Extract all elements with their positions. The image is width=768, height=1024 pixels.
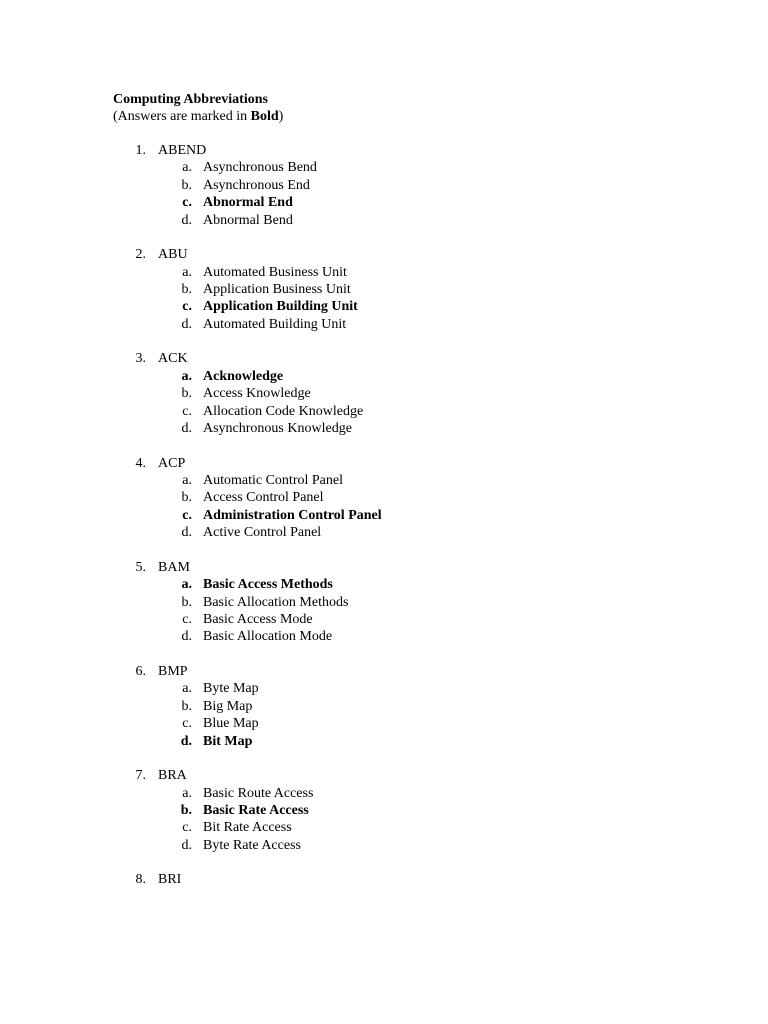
option-letter: a. xyxy=(182,472,192,488)
option-letter: d. xyxy=(181,212,192,228)
question-heading xyxy=(0,350,768,367)
question-number: 7. xyxy=(135,768,146,784)
answer-option xyxy=(0,489,768,506)
option-text: Access Control Panel xyxy=(203,490,324,506)
option-letter: c. xyxy=(182,611,192,627)
answer-option-correct xyxy=(0,368,768,385)
option-letter: b. xyxy=(181,594,192,610)
answer-option xyxy=(0,159,768,176)
option-letter: b. xyxy=(181,698,192,714)
option-letter: a. xyxy=(181,368,192,384)
question-item xyxy=(0,559,768,646)
question-heading xyxy=(0,455,768,472)
answer-option xyxy=(0,837,768,854)
question-item xyxy=(0,455,768,542)
option-text: Automatic Control Panel xyxy=(203,472,343,488)
document-title: Computing Abbreviations xyxy=(113,92,268,107)
option-text: Access Knowledge xyxy=(203,386,311,402)
option-text: Basic Rate Access xyxy=(203,802,309,818)
option-text: Bit Rate Access xyxy=(203,820,292,836)
answer-option-correct xyxy=(0,802,768,819)
answer-option xyxy=(0,264,768,281)
answer-option xyxy=(0,715,768,732)
option-text: Blue Map xyxy=(203,716,259,732)
question-number: 4. xyxy=(135,455,146,471)
answer-option xyxy=(0,403,768,420)
option-letter: b. xyxy=(181,386,192,402)
option-letter: a. xyxy=(182,264,192,280)
option-letter: d. xyxy=(181,837,192,853)
option-letter: c. xyxy=(182,507,192,523)
option-letter: c. xyxy=(182,195,192,211)
question-abbreviation: ABU xyxy=(158,247,188,263)
subtitle-prefix: (Answers are marked in xyxy=(113,109,251,124)
option-text: Application Business Unit xyxy=(203,281,351,297)
option-text: Byte Map xyxy=(203,681,259,697)
option-text: Abnormal End xyxy=(203,195,293,211)
option-letter: b. xyxy=(180,802,192,818)
subtitle-bold: Bold xyxy=(250,109,279,124)
answer-option-correct xyxy=(0,576,768,593)
answer-option xyxy=(0,316,768,333)
option-text: Abnormal Bend xyxy=(203,212,293,228)
option-letter: c. xyxy=(182,820,192,836)
option-letter: c. xyxy=(182,403,192,419)
question-number: 8. xyxy=(135,872,146,888)
option-text: Basic Access Methods xyxy=(203,577,333,593)
option-letter: d. xyxy=(181,316,192,332)
option-text: Basic Allocation Mode xyxy=(203,629,333,645)
answer-option xyxy=(0,472,768,489)
option-text: Asynchronous End xyxy=(203,177,310,193)
question-abbreviation: ACP xyxy=(158,455,186,471)
question-number: 1. xyxy=(135,143,146,158)
option-text: Acknowledge xyxy=(203,368,284,384)
option-letter: d. xyxy=(181,629,192,645)
option-letter: a. xyxy=(182,160,192,176)
answer-option-correct xyxy=(0,194,768,211)
answer-option xyxy=(0,594,768,611)
answer-option xyxy=(0,628,768,645)
option-letter: a. xyxy=(181,577,192,593)
option-text: Administration Control Panel xyxy=(203,507,382,523)
question-abbreviation: BMP xyxy=(158,664,188,679)
answer-option xyxy=(0,819,768,836)
answer-option xyxy=(0,177,768,194)
question-abbreviation: BRA xyxy=(158,768,187,784)
option-text: Basic Allocation Methods xyxy=(203,594,349,610)
option-letter: b. xyxy=(181,281,192,297)
answer-option xyxy=(0,281,768,298)
question-abbreviation: ACK xyxy=(158,351,188,367)
option-letter: c. xyxy=(182,299,192,315)
question-number: 6. xyxy=(135,664,146,679)
answer-option xyxy=(0,420,768,437)
option-text: Asynchronous Knowledge xyxy=(203,420,352,436)
question-item xyxy=(0,142,768,229)
question-heading xyxy=(0,246,768,263)
question-item xyxy=(0,663,768,750)
option-letter: a. xyxy=(182,785,192,801)
question-heading xyxy=(0,663,768,680)
subtitle-suffix: ) xyxy=(278,109,284,124)
option-text: Active Control Panel xyxy=(203,525,322,541)
question-heading xyxy=(0,142,768,159)
question-item xyxy=(0,871,768,888)
option-letter: b. xyxy=(181,490,192,506)
question-item xyxy=(0,767,768,854)
option-text: Byte Rate Access xyxy=(203,837,301,853)
answer-option xyxy=(0,785,768,802)
option-text: Basic Access Mode xyxy=(203,611,313,627)
question-abbreviation: ABEND xyxy=(158,143,207,158)
question-heading xyxy=(0,767,768,784)
option-text: Allocation Code Knowledge xyxy=(203,403,364,419)
question-item xyxy=(0,350,768,437)
answer-option xyxy=(0,212,768,229)
option-letter: c. xyxy=(182,716,192,732)
option-text: Automated Business Unit xyxy=(203,264,347,280)
answer-option-correct xyxy=(0,298,768,315)
answer-option xyxy=(0,698,768,715)
document-subtitle xyxy=(113,108,283,125)
option-letter: b. xyxy=(181,177,192,193)
question-number: 5. xyxy=(135,559,146,575)
option-text: Asynchronous Bend xyxy=(203,160,317,176)
option-letter: a. xyxy=(182,681,192,697)
answer-option xyxy=(0,385,768,402)
option-text: Basic Route Access xyxy=(203,785,314,801)
answer-option-correct xyxy=(0,507,768,524)
question-heading xyxy=(0,871,768,888)
question-number: 3. xyxy=(135,351,146,367)
option-letter: d. xyxy=(181,420,192,436)
question-abbreviation: BAM xyxy=(158,559,190,575)
question-item xyxy=(0,246,768,333)
question-abbreviation: BRI xyxy=(158,872,182,888)
option-text: Automated Building Unit xyxy=(203,316,347,332)
option-text: Application Building Unit xyxy=(203,299,358,315)
option-text: Big Map xyxy=(203,698,253,714)
question-heading xyxy=(0,559,768,576)
answer-option xyxy=(0,524,768,541)
option-letter: d. xyxy=(180,733,192,749)
option-text: Bit Map xyxy=(203,733,253,749)
answer-option xyxy=(0,611,768,628)
answer-option xyxy=(0,680,768,697)
answer-option-correct xyxy=(0,733,768,750)
option-letter: d. xyxy=(181,525,192,541)
question-number: 2. xyxy=(135,247,146,263)
